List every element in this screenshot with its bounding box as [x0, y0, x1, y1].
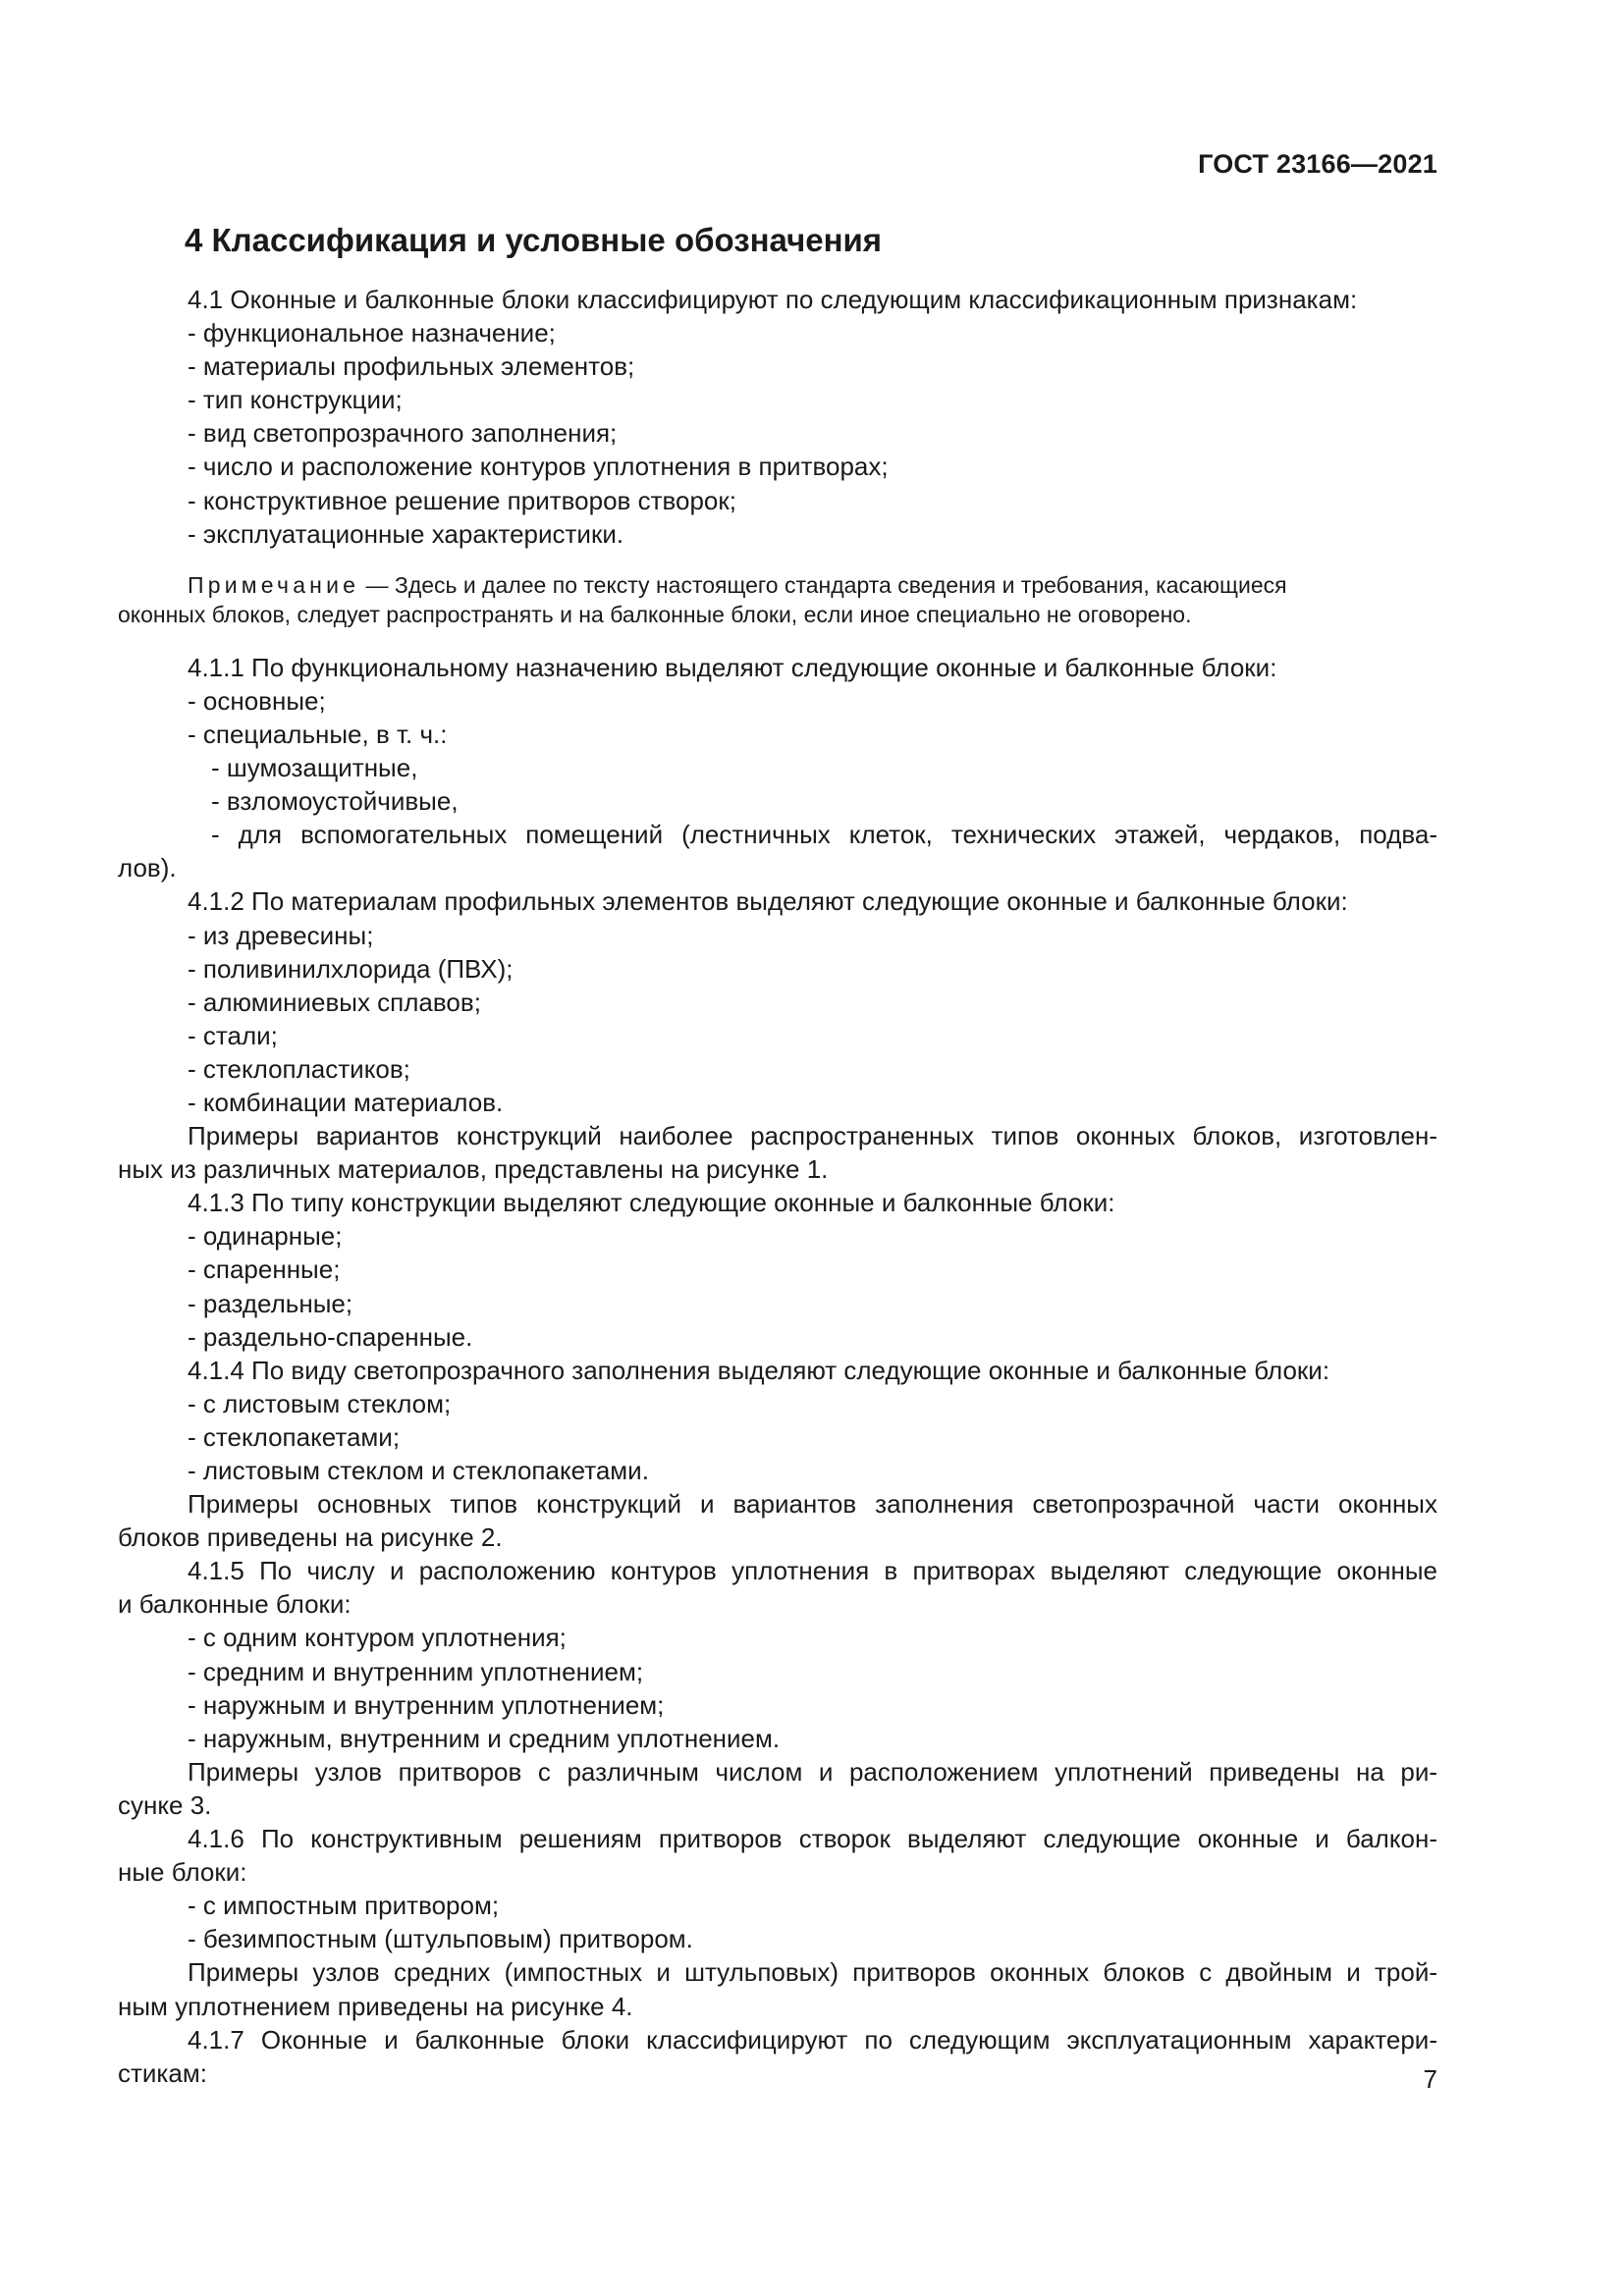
text-continuation: блоков приведены на рисунке 2.: [118, 1522, 503, 1553]
list-item: - вид светопрозрачного заполнения;: [188, 418, 618, 449]
list-item: - с одним контуром уплотнения;: [188, 1623, 567, 1653]
page-body: [118, 222, 1437, 2090]
text-continuation: лов).: [118, 853, 177, 883]
note-text: — Здесь и далее по тексту настоящего стандарта сведения и требования, касающиеся: [359, 571, 1287, 598]
paragraph-4-1-2: 4.1.2 По материалам профильных элементов выделяют следующие оконные и балконные блоки:: [188, 886, 1348, 917]
note-label: Примечание: [188, 571, 360, 598]
text-continuation: и балконные блоки:: [118, 1589, 352, 1620]
list-item: - стали;: [188, 1020, 278, 1050]
paragraph-4-1-5: 4.1.5 По числу и расположению контуров уплотнения в притворах выделяют следующие оконные: [188, 1556, 1437, 1586]
sub-list-item: - для вспомогательных помещений (лестничных клеток, технических этажей, чердаков, подва-: [211, 820, 1437, 850]
list-item: - функциональное назначение;: [188, 318, 556, 348]
list-item: - стеклопакетами;: [188, 1421, 401, 1452]
list-item: - комбинации материалов.: [188, 1087, 504, 1117]
note-line: [118, 570, 1437, 600]
paragraph-text: Примеры узлов притворов с различным числом и расположением уплотнений приведены на ри-: [188, 1756, 1437, 1787]
text-continuation: ные блоки:: [118, 1857, 247, 1888]
paragraph-4-1-3: 4.1.3 По типу конструкции выделяют следующие оконные и балконные блоки:: [188, 1188, 1115, 1218]
sub-list-item: - шумозащитные,: [211, 753, 418, 783]
list-item: - безимпостным (штульповым) притвором.: [188, 1924, 693, 1954]
text-continuation: ных из различных материалов, представлены на рисунке 1.: [118, 1154, 829, 1185]
document-code: ГОСТ 23166—2021: [1198, 149, 1437, 179]
list-item: - наружным, внутренним и средним уплотнением.: [188, 1723, 781, 1753]
sub-list-item: - взломоустойчивые,: [211, 786, 459, 817]
paragraph-4-1-1: 4.1.1 По функциональному назначению выделяют следующие оконные и балконные блоки:: [188, 652, 1277, 682]
list-item: - число и расположение контуров уплотнения в притворах;: [188, 452, 889, 482]
list-item: - материалы профильных элементов;: [188, 351, 635, 382]
list-item: - раздельные;: [188, 1288, 353, 1318]
list-item: - специальные, в т. ч.:: [188, 719, 448, 749]
paragraph-4-1: 4.1 Оконные и балконные блоки классифицируют по следующим классификационным признакам:: [188, 285, 1358, 314]
list-item: - тип конструкции;: [188, 385, 403, 415]
list-item: - эксплуатационные характеристики.: [188, 518, 624, 549]
note-block: [118, 570, 1437, 629]
list-item: - с листовым стеклом;: [188, 1388, 452, 1418]
paragraph-text: Примеры основных типов конструкций и вариантов заполнения светопрозрачной части оконных: [188, 1489, 1437, 1520]
list-item: - стеклопластиков;: [188, 1053, 410, 1084]
page-number: 7: [1423, 2064, 1437, 2094]
list-item: - поливинилхлорида (ПВХ);: [188, 953, 514, 984]
list-item: - с импостным притвором;: [188, 1891, 500, 1921]
paragraph-4-1-4: 4.1.4 По виду светопрозрачного заполнения выделяют следующие оконные и балконные блоки:: [188, 1355, 1330, 1385]
list-item: - алюминиевых сплавов;: [188, 987, 481, 1017]
list-item: - раздельно-спаренные.: [188, 1321, 473, 1352]
list-item: - основные;: [188, 685, 326, 716]
text-continuation: сунке 3.: [118, 1789, 212, 1820]
list-item: - конструктивное решение притворов створок;: [188, 485, 736, 515]
text-continuation: ным уплотнением приведены на рисунке 4.: [118, 1991, 633, 2021]
paragraph-4-1-6: 4.1.6 По конструктивным решениям притворов створок выделяют следующие оконные и балкон-: [188, 1824, 1437, 1854]
paragraph-4-1-7: 4.1.7 Оконные и балконные блоки классифицируют по следующим эксплуатационным характери-: [188, 2024, 1437, 2055]
list-item: - средним и внутренним уплотнением;: [188, 1656, 644, 1686]
list-item: - листовым стеклом и стеклопакетами.: [188, 1456, 649, 1485]
text-continuation: стикам:: [118, 2057, 207, 2088]
paragraph-text: Примеры узлов средних (импостных и штульповых) притворов оконных блоков с двойным и трой-: [188, 1957, 1437, 1988]
list-item: - одинарные;: [188, 1221, 343, 1252]
section-heading: 4 Классификация и условные обозначения: [185, 222, 883, 258]
note-line: оконных блоков, следует распространять и на балконные блоки, если иное специально не оговорено.: [118, 601, 1192, 627]
paragraph-text: Примеры вариантов конструкций наиболее распространенных типов оконных блоков, изготовлен-: [188, 1121, 1437, 1151]
list-item: - наружным и внутренним уплотнением;: [188, 1689, 665, 1720]
list-item: - спаренные;: [188, 1255, 341, 1285]
list-item: - из древесины;: [188, 920, 374, 950]
